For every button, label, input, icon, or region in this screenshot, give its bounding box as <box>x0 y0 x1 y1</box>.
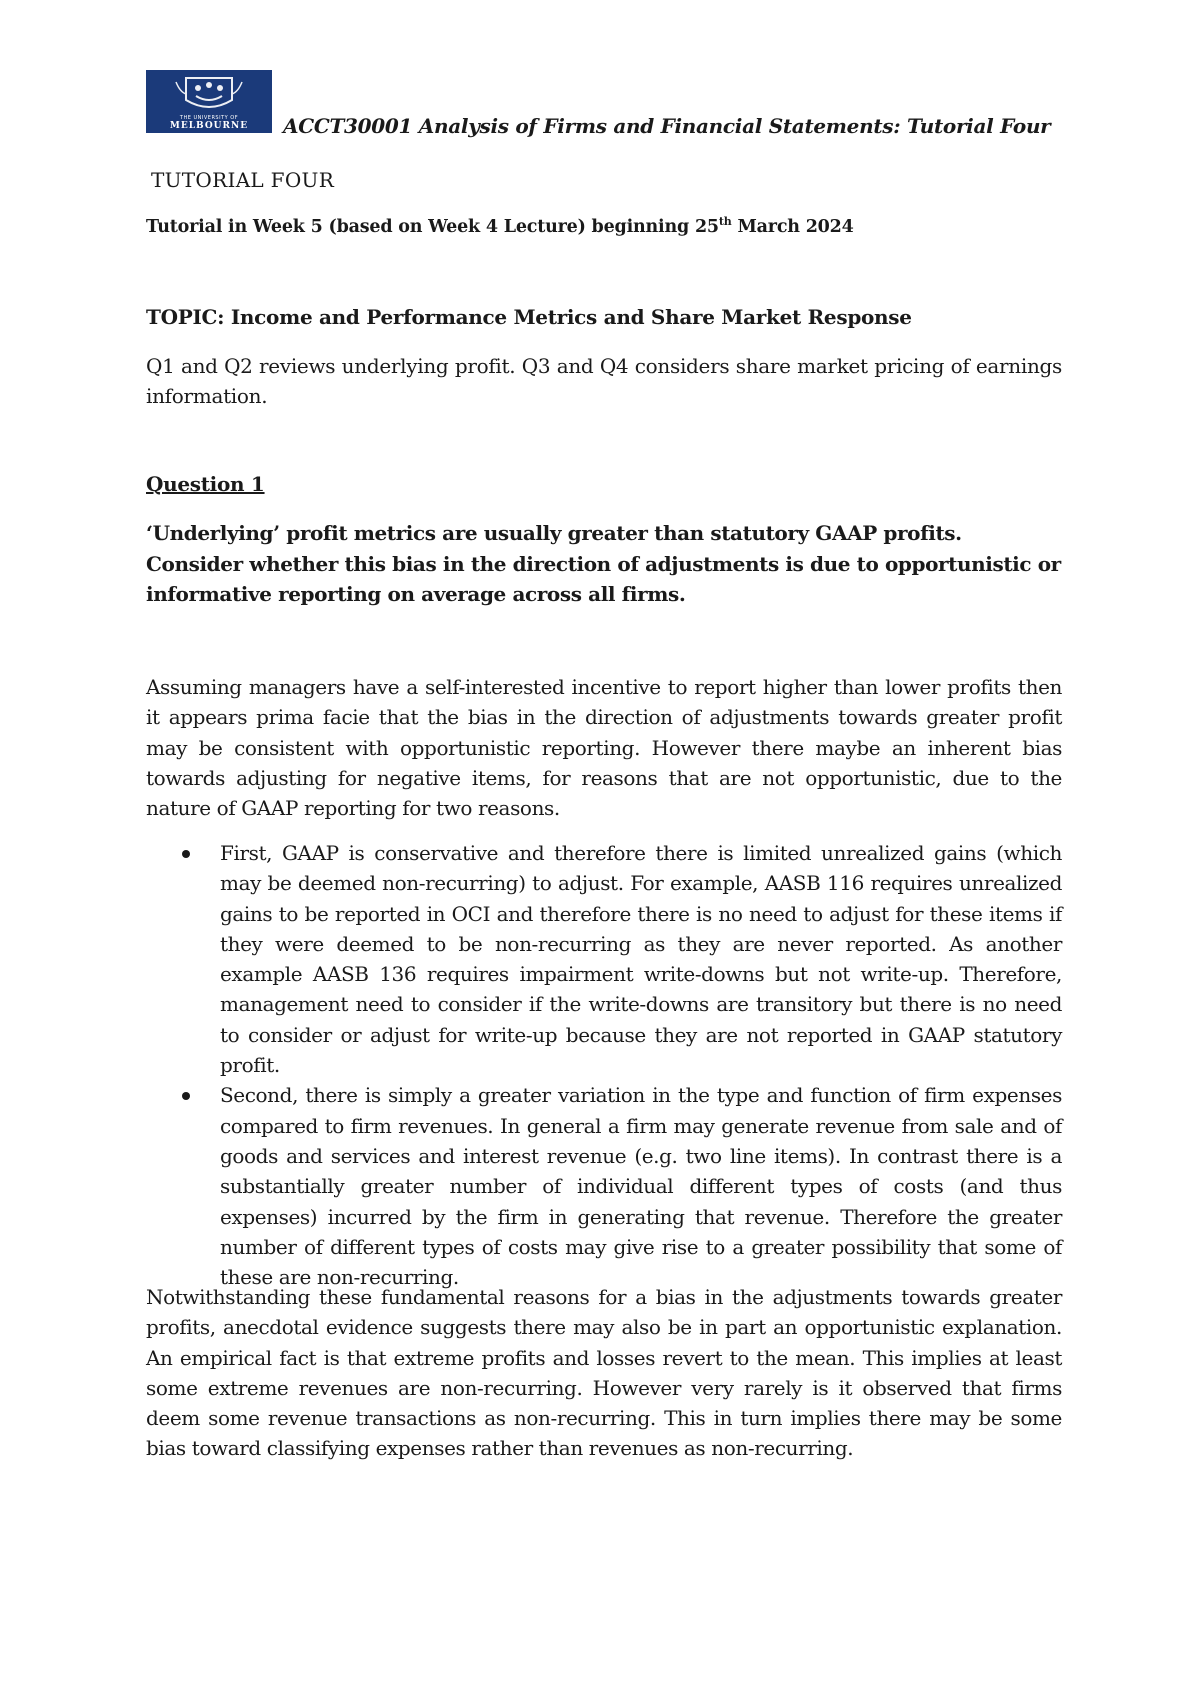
date-ordinal-suffix: th <box>718 215 732 228</box>
crest-icon <box>146 70 272 133</box>
answer-closing: Notwithstanding these fundamental reasons for a bias in the adjustments towards greater profits, anecdotal evidence suggests there may also be in part an opportunistic explanation. An empirical fact is that extreme profits and losses revert to the mean. This implies at least some extreme revenues are non-recurring. However very rarely is it observed that firms deem some revenue transactions as non-recurring. This in turn implies there may be some bias toward classifying expenses rather than revenues as non-recurring. <box>146 1285 1062 1461</box>
tutorial-subtitle-date: March 2024 <box>731 216 854 237</box>
bullet-icon <box>182 850 190 858</box>
tutorial-subtitle <box>146 215 854 237</box>
question-1-heading: Question 1 <box>146 472 265 496</box>
topic-intro: Q1 and Q2 reviews underlying profit. Q3 and Q4 considers share market pricing of earnings information. <box>146 354 1062 408</box>
answer-bullet-list <box>146 838 1062 1292</box>
bullet-text: First, GAAP is conservative and therefore there is limited unrealized gains (which may be deemed non-recurring) to adjust. For example, AASB 116 requires unrealized gains to be reported in OCI and therefore there is no need to adjust for these items if they were deemed to be non-recurring as they are never reported. As another example AASB 136 requires impairment write-downs but not write-up. Therefore, management need to consider if the write-downs are transitory but there is no need to consider or adjust for write-up because they are not reported in GAAP statutory profit. <box>220 841 1062 1078</box>
list-item <box>146 1080 1062 1292</box>
answer-intro: Assuming managers have a self-interested incentive to report higher than lower profits then it appears prima facie that the bias in the direction of adjustments towards greater profit may be consistent with opportunistic reporting. However there maybe an inherent bias towards adjusting for negative items, for reasons that are not opportunistic, due to the nature of GAAP reporting for two reasons. <box>146 675 1062 821</box>
university-logo <box>146 70 272 133</box>
svg-text:MELBOURNE: MELBOURNE <box>169 121 249 131</box>
bullet-text: Second, there is simply a greater variation in the type and function of firm expenses compared to firm revenues. In general a firm may generate revenue from sale and of goods and services and interest revenue (e.g. two line items). In contrast there is a substantially greater number of individual different types of costs (and thus expenses) incurred by the firm in generating that revenue. Therefore the greater number of different types of costs may give rise to a greater possibility that some of these are non-recurring. <box>220 1083 1062 1290</box>
topic-heading: TOPIC: Income and Performance Metrics and Share Market Response <box>146 305 912 329</box>
question-1-text: ‘Underlying’ profit metrics are usually greater than statutory GAAP profits. Consider whether this bias in the direction of adjustments is due to opportunistic or informative reporting on average across all firms. <box>146 521 1061 606</box>
course-title: ACCT30001 Analysis of Firms and Financial Statements: Tutorial Four <box>283 114 1051 138</box>
list-item <box>146 838 1062 1080</box>
bullet-icon <box>182 1092 190 1100</box>
tutorial-subtitle-text: Tutorial in Week 5 (based on Week 4 Lecture) beginning 25 <box>146 216 719 237</box>
tutorial-title: TUTORIAL FOUR <box>151 168 335 192</box>
svg-text:THE UNIVERSITY OF: THE UNIVERSITY OF <box>179 115 239 121</box>
